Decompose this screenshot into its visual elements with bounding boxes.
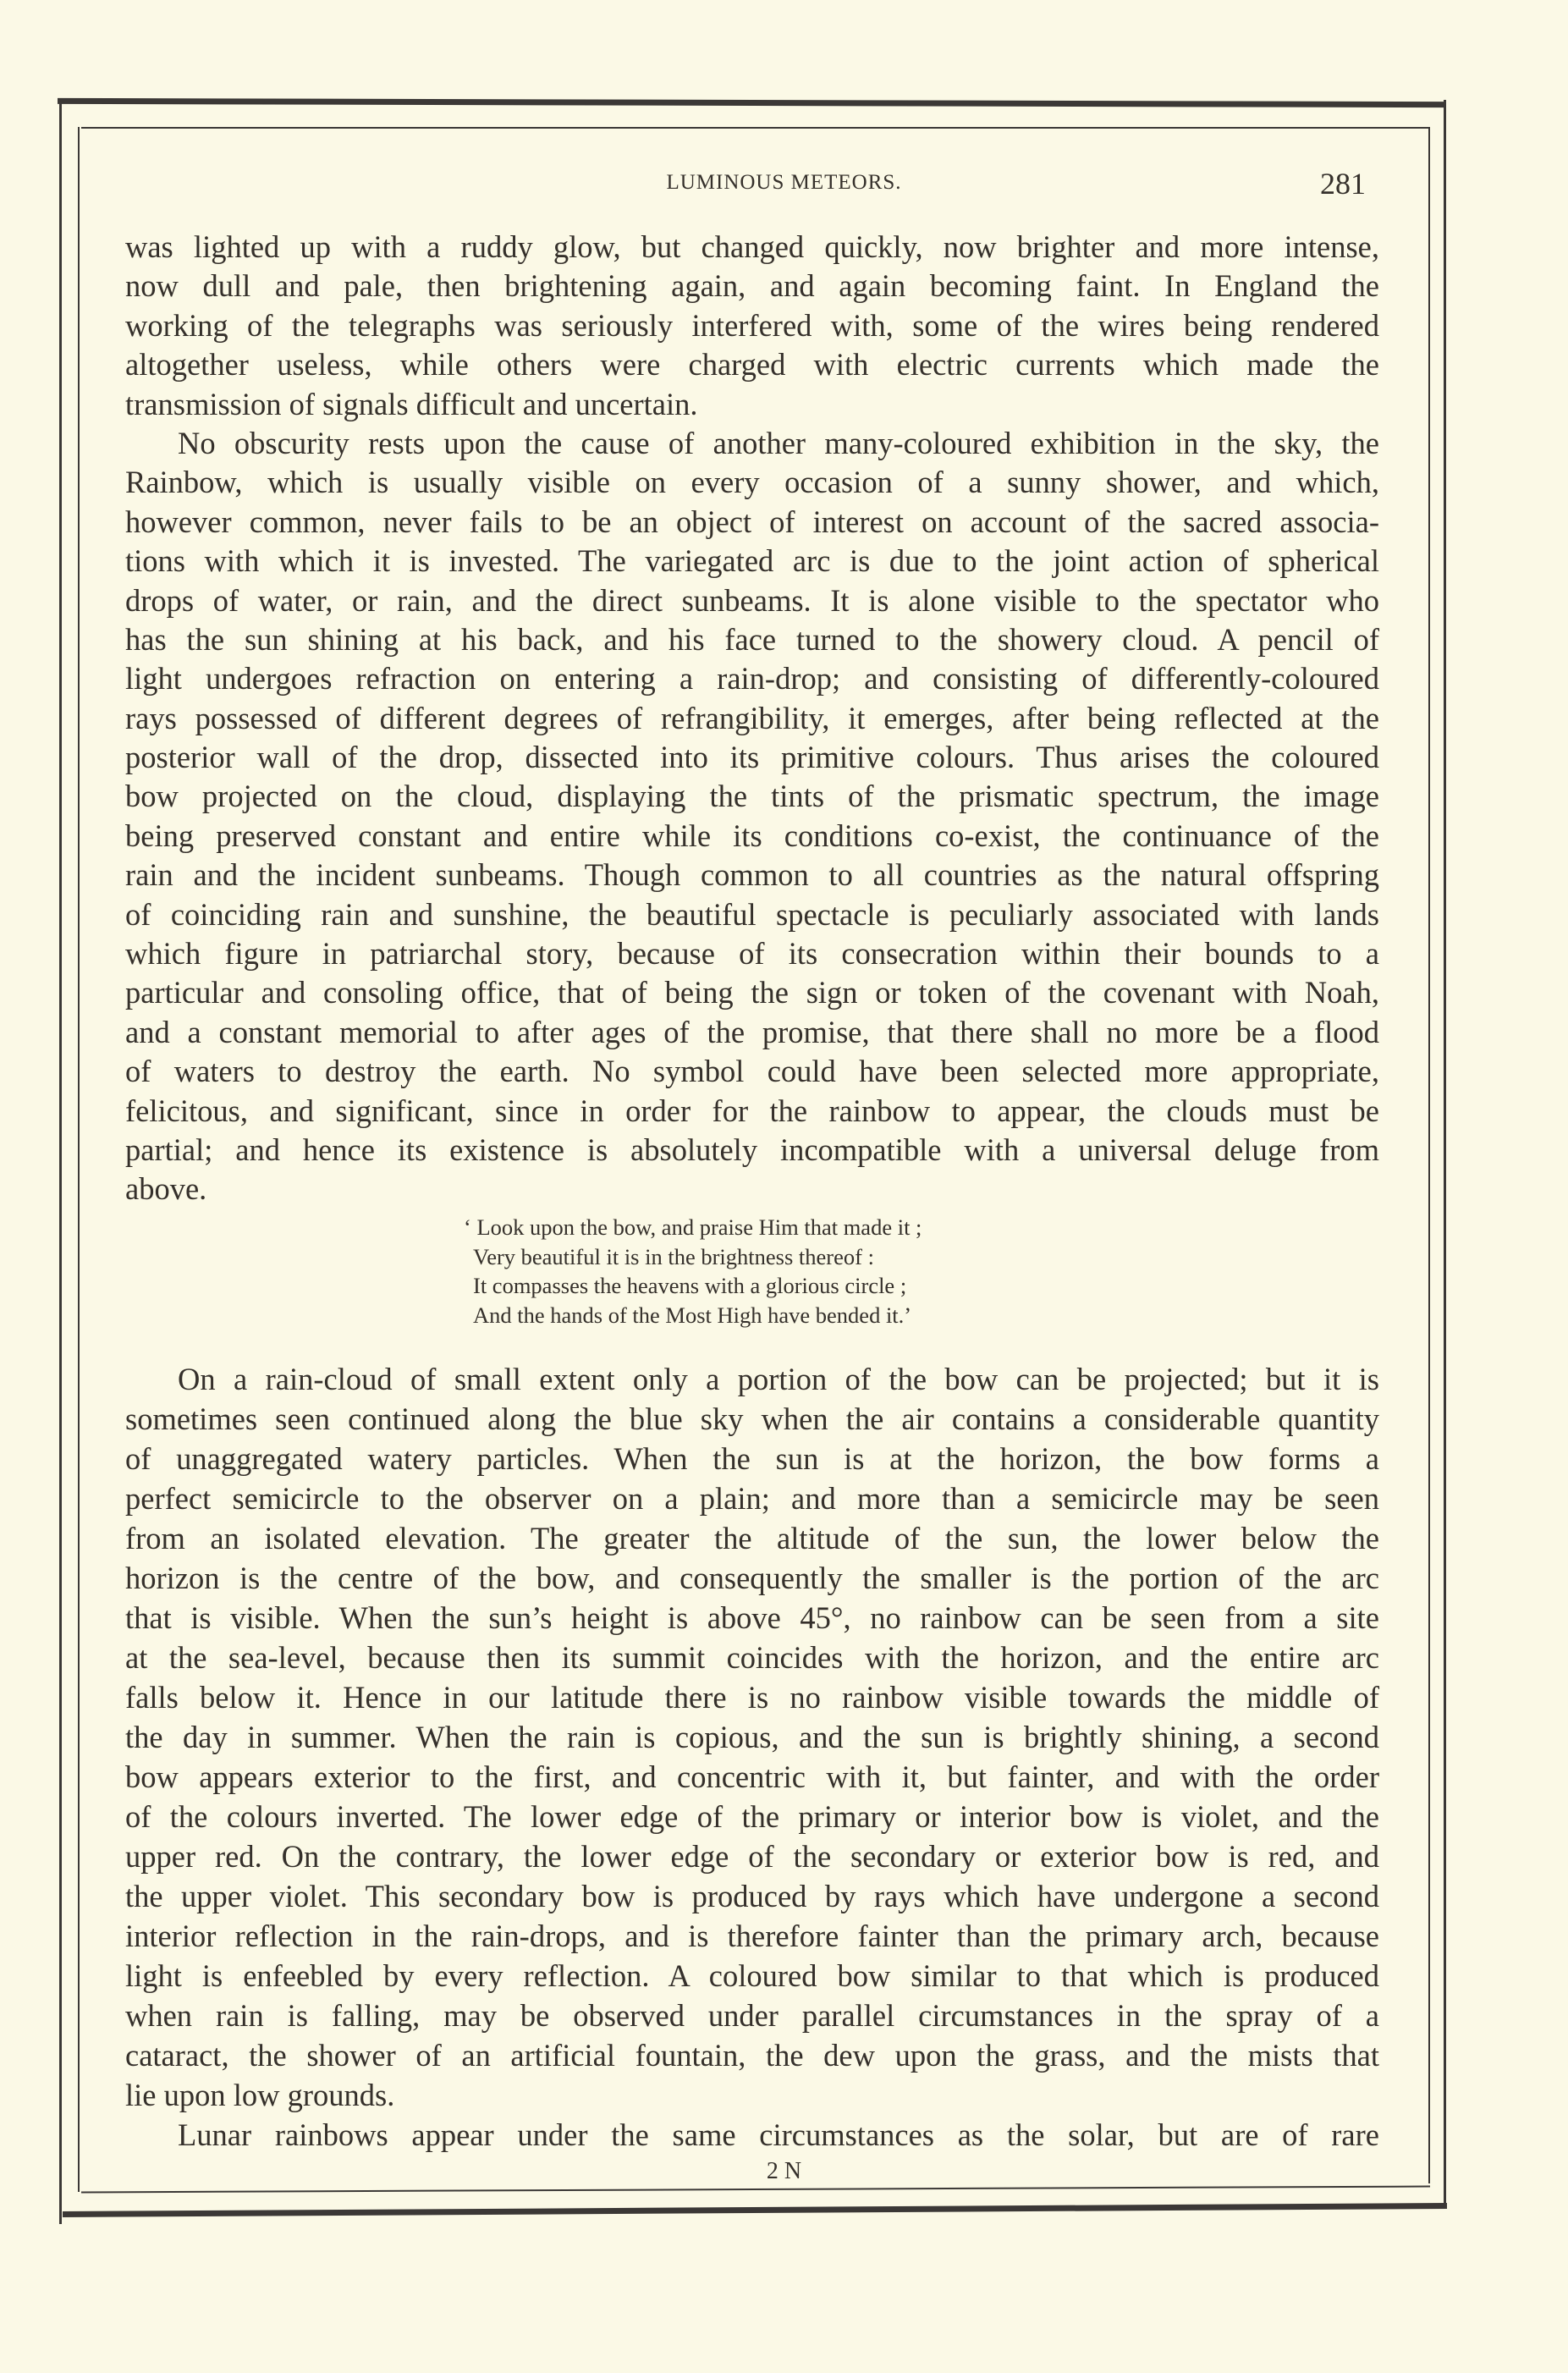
signature-mark: 2 N: [766, 2158, 802, 2184]
text-line: being preserved constant and entire while its conditions co-exist, the continuance of the: [125, 818, 1379, 853]
text-line: the upper violet. This secondary bow is produced by rays which have undergone a second: [125, 1879, 1379, 1913]
text-line: was lighted up with a ruddy glow, but changed quickly, now brighter and more intense,: [125, 229, 1379, 264]
text-line: horizon is the centre of the bow, and consequently the smaller is the portion of the arc: [125, 1561, 1379, 1595]
text-line: light undergoes refraction on entering a rain-drop; and consisting of differently-coloured: [125, 661, 1379, 696]
inner-frame-top-rule: [81, 127, 1430, 129]
text-line: of waters to destroy the earth. No symbol could have been selected more appropriate,: [125, 1054, 1379, 1089]
poem-line: And the hands of the Most High have bended it.’: [473, 1302, 912, 1328]
text-line: when rain is falling, may be observed under parallel circumstances in the spray of a: [125, 1998, 1379, 2033]
text-line: tions with which it is invested. The variegated arc is due to the joint action of spherical: [125, 543, 1379, 579]
inner-frame-bottom-rule: [81, 2186, 1430, 2194]
text-line: at the sea-level, because then its summit coincides with the horizon, and the entire arc: [125, 1640, 1379, 1675]
text-line: the day in summer. When the rain is copious, and the sun is brightly shining, a second: [125, 1720, 1379, 1754]
poem-quotation: [464, 1213, 922, 1330]
text-line: upper red. On the contrary, the lower edge of the secondary or exterior bow is red, and: [125, 1839, 1379, 1874]
text-line: of coinciding rain and sunshine, the beautiful spectacle is peculiarly associated with lands: [125, 896, 1379, 932]
text-line: of the colours inverted. The lower edge of the primary or interior bow is violet, and the: [125, 1799, 1379, 1834]
page-number: 281: [1320, 167, 1366, 201]
outer-frame-left-rule: [59, 100, 62, 2224]
text-line: drops of water, or rain, and the direct sunbeams. It is alone visible to the spectator who: [125, 582, 1379, 618]
text-line: working of the telegraphs was seriously interfered with, some of the wires being rendered: [125, 307, 1379, 343]
text-line: bow projected on the cloud, displaying the tints of the prismatic spectrum, the image: [125, 779, 1379, 814]
text-line: bow appears exterior to the first, and concentric with it, but fainter, and with the order: [125, 1759, 1379, 1794]
poem-line: ‘ Look upon the bow, and praise Him that made it ;: [464, 1214, 922, 1240]
text-line: has the sun shining at his back, and his face turned to the showery cloud. A pencil of: [125, 621, 1379, 657]
text-line: No obscurity rests upon the cause of another many-coloured exhibition in the sky, the: [178, 425, 1379, 460]
running-head: LUMINOUS METEORS.: [666, 171, 902, 194]
text-line: falls below it. Hence in our latitude there is no rainbow visible towards the middle of: [125, 1680, 1379, 1715]
text-line: cataract, the shower of an artificial fountain, the dew upon the grass, and the mists that: [125, 2038, 1379, 2073]
outer-frame-right-rule: [1444, 100, 1446, 2205]
outer-frame-top-rule: [58, 98, 1445, 107]
text-line: above.: [125, 1171, 207, 1207]
inner-frame-right-rule: [1428, 127, 1430, 2183]
text-line: posterior wall of the drop, dissected into its primitive colours. Thus arises the coloured: [125, 740, 1379, 775]
text-line: now dull and pale, then brightening again, and again becoming faint. In England the: [125, 268, 1379, 304]
text-line: particular and consoling office, that of being the sign or token of the covenant with Noah,: [125, 975, 1379, 1010]
text-line: interior reflection in the rain-drops, and is therefore fainter than the primary arch, because: [125, 1919, 1379, 1953]
inner-frame-left-rule: [78, 127, 80, 2192]
poem-line: It compasses the heavens with a glorious circle ;: [473, 1273, 907, 1298]
body-text-upper: [125, 228, 1379, 1209]
text-line: partial; and hence its existence is absolutely incompatible with a universal deluge from: [125, 1131, 1379, 1167]
text-line: of unaggregated watery particles. When the sun is at the horizon, the bow forms a: [125, 1441, 1379, 1476]
text-line: that is visible. When the sun’s height is above 45°, no rainbow can be seen from a site: [125, 1600, 1379, 1635]
text-line: lie upon low grounds.: [125, 2078, 395, 2112]
text-line: from an isolated elevation. The greater the altitude of the sun, the lower below the: [125, 1521, 1379, 1555]
poem-line: Very beautiful it is in the brightness thereof :: [473, 1243, 874, 1269]
text-line: Rainbow, which is usually visible on every occasion of a sunny shower, and which,: [125, 465, 1379, 500]
text-line: however common, never fails to be an object of interest on account of the sacred associa-: [125, 504, 1379, 539]
text-line: Lunar rainbows appear under the same circumstances as the solar, but are of rare: [178, 2117, 1379, 2152]
text-line: and a constant memorial to after ages of the promise, that there shall no more be a flood: [125, 1014, 1379, 1049]
text-line: transmission of signals difficult and uncertain.: [125, 386, 698, 421]
body-text-lower: [125, 1359, 1379, 2155]
text-line: which figure in patriarchal story, because of its consecration within their bounds to a: [125, 936, 1379, 972]
text-line: altogether useless, while others were charged with electric currents which made the: [125, 347, 1379, 383]
text-line: rays possessed of different degrees of refrangibility, it emerges, after being reflected at the: [125, 700, 1379, 735]
text-line: On a rain-cloud of small extent only a portion of the bow can be projected; but it is: [178, 1362, 1379, 1396]
text-line: rain and the incident sunbeams. Though common to all countries as the natural offspring: [125, 857, 1379, 893]
text-line: felicitous, and significant, since in order for the rainbow to appear, the clouds must be: [125, 1093, 1379, 1128]
text-line: light is enfeebled by every reflection. A coloured bow similar to that which is produced: [125, 1958, 1379, 1993]
text-line: sometimes seen continued along the blue sky when the air contains a considerable quantity: [125, 1401, 1379, 1436]
text-line: perfect semicircle to the observer on a plain; and more than a semicircle may be seen: [125, 1481, 1379, 1516]
outer-frame-bottom-rule: [63, 2203, 1447, 2217]
